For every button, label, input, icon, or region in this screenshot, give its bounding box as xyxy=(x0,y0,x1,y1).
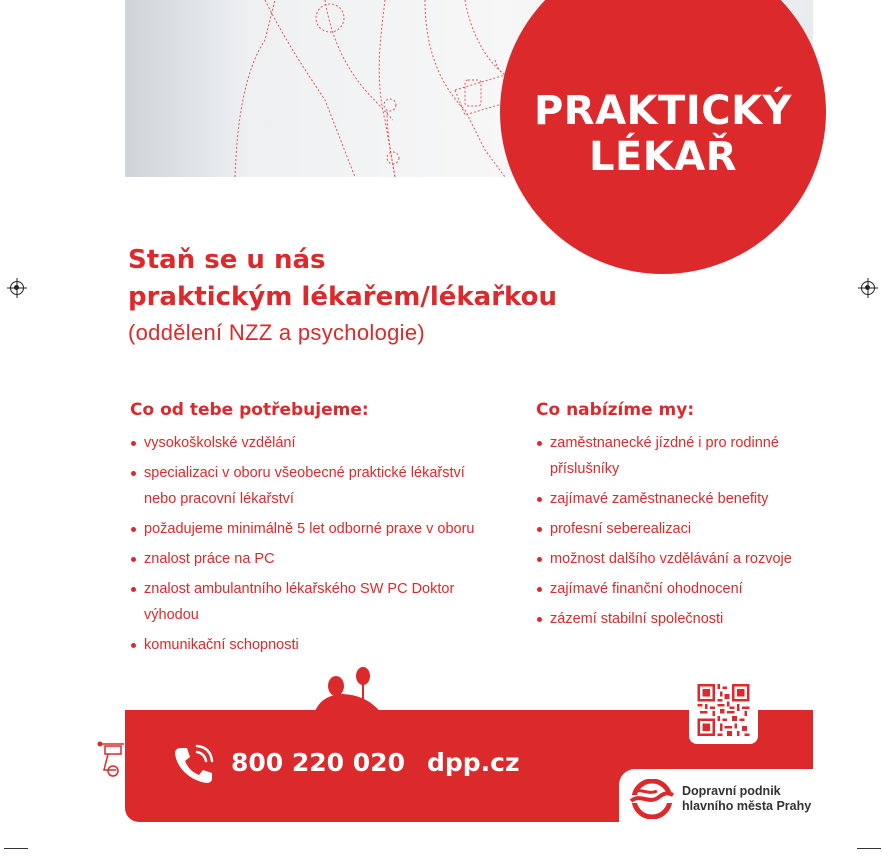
offer-section xyxy=(536,400,796,636)
trees-icon xyxy=(310,664,390,714)
website-link[interactable]: dpp.cz xyxy=(427,748,520,777)
list-item: znalost ambulantního lékařského SW PC Doktor výhodou xyxy=(130,576,500,628)
badge-line-2: LÉKAŘ xyxy=(588,134,738,180)
list-item: zajímavé zaměstnanecké benefity xyxy=(536,486,796,512)
list-item: specializaci v oboru všeobecné praktické lékařství nebo pracovní lékařství xyxy=(130,460,500,512)
page-subheading: (oddělení NZZ a psychologie) xyxy=(128,320,425,345)
logo-line-2: hlavního města Prahy xyxy=(682,799,812,813)
registration-mark-icon xyxy=(10,281,24,295)
dpp-logo-icon xyxy=(629,779,675,819)
list-item: požadujeme minimálně 5 let odborné praxe v oboru xyxy=(130,516,500,542)
tram-icon xyxy=(96,736,126,778)
offer-title: Co nabízíme my: xyxy=(536,400,695,420)
logo-text xyxy=(682,784,811,814)
crop-mark xyxy=(857,848,881,849)
list-item: zaměstnanecké jízdné i pro rodinné příslušníky xyxy=(536,430,796,482)
offer-list xyxy=(536,430,796,632)
registration-mark-icon xyxy=(861,281,875,295)
phone-number[interactable]: 800 220 020 xyxy=(231,748,405,777)
badge-line-1: PRAKTICKÝ xyxy=(533,88,793,134)
list-item: zázemí stabilní společnosti xyxy=(536,606,796,632)
list-item: komunikační schopnosti xyxy=(130,632,500,658)
company-logo xyxy=(619,769,813,829)
qr-code-icon xyxy=(697,684,750,736)
list-item: zajímavé finanční ohodnocení xyxy=(536,576,796,602)
qr-code[interactable] xyxy=(689,676,758,744)
list-item: možnost dalšího vzdělávání a rozvoje xyxy=(536,546,796,572)
requirements-section xyxy=(130,400,500,662)
page-heading xyxy=(128,242,557,316)
list-item: vysokoškolské vzdělání xyxy=(130,430,500,456)
list-item: znalost práce na PC xyxy=(130,546,500,572)
heading-line-2: praktickým lékařem/lékařkou xyxy=(128,282,557,312)
list-item: profesní seberealizaci xyxy=(536,516,796,542)
crop-mark xyxy=(4,848,28,849)
phone-icon xyxy=(172,744,216,784)
requirements-title: Co od tebe potřebujeme: xyxy=(130,400,369,420)
requirements-list xyxy=(130,430,500,658)
heading-line-1: Staň se u nás xyxy=(128,245,326,275)
title-badge xyxy=(500,0,826,274)
logo-line-1: Dopravní podnik xyxy=(682,784,781,798)
